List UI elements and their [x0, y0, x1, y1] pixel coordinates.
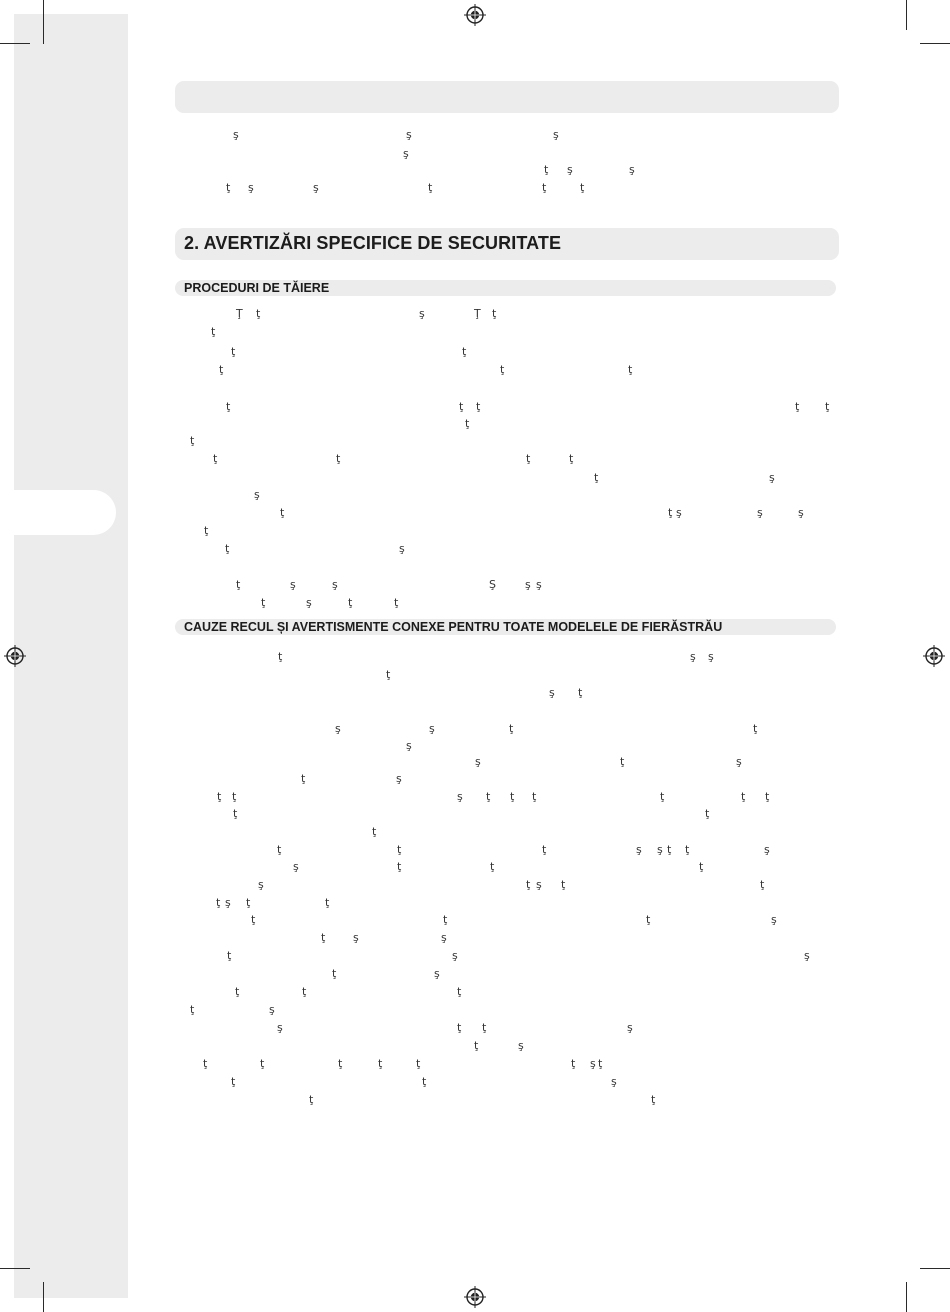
body-glyph: Ţ: [236, 307, 243, 320]
body-glyph: ţ: [277, 843, 282, 856]
body-glyph: ţ: [660, 790, 665, 803]
body-glyph: ş: [549, 686, 555, 699]
header-band: [175, 81, 839, 113]
subsection-label: CAUZE RECUL ȘI AVERTISMENTE CONEXE PENTRU TOATE MODELELE DE FIERĂSTRĂU: [184, 620, 723, 634]
body-glyph: ş: [225, 896, 231, 909]
body-glyph: ţ: [372, 825, 377, 838]
crop-mark: [920, 1268, 950, 1269]
body-glyph: ş: [590, 1057, 596, 1070]
body-glyph: ţ: [246, 896, 251, 909]
body-glyph: ş: [452, 949, 458, 962]
body-glyph: ş: [525, 578, 531, 591]
body-glyph: ţ: [476, 400, 481, 413]
body-glyph: ţ: [492, 307, 497, 320]
body-glyph: ş: [406, 128, 412, 141]
body-glyph: ţ: [457, 1021, 462, 1034]
body-glyph: ţ: [526, 878, 531, 891]
body-glyph: ş: [258, 878, 264, 891]
body-glyph: ţ: [510, 790, 515, 803]
section-title-band: [175, 228, 839, 260]
body-glyph: ş: [629, 163, 635, 176]
body-glyph: ţ: [459, 400, 464, 413]
body-glyph: ş: [419, 307, 425, 320]
body-glyph: ş: [708, 650, 714, 663]
body-glyph: ţ: [443, 913, 448, 926]
body-glyph: ţ: [235, 985, 240, 998]
body-glyph: ţ: [261, 596, 266, 609]
body-glyph: ş: [475, 755, 481, 768]
body-glyph: ţ: [394, 596, 399, 609]
body-glyph: ţ: [457, 985, 462, 998]
body-glyph: ţ: [348, 596, 353, 609]
body-glyph: ţ: [256, 307, 261, 320]
body-glyph: ţ: [416, 1057, 421, 1070]
crop-mark: [43, 1282, 44, 1312]
body-glyph: ţ: [598, 1057, 603, 1070]
body-glyph: ş: [293, 860, 299, 873]
body-glyph: ţ: [233, 807, 238, 820]
body-glyph: ţ: [668, 506, 673, 519]
body-glyph: Ţ: [474, 307, 481, 320]
body-glyph: ţ: [386, 668, 391, 681]
body-glyph: ş: [406, 739, 412, 752]
subsection-label: PROCEDURI DE TĂIERE: [184, 281, 330, 295]
body-glyph: ţ: [397, 860, 402, 873]
body-glyph: ţ: [699, 860, 704, 873]
registration-mark-icon: [464, 1286, 486, 1308]
body-glyph: ş: [611, 1075, 617, 1088]
body-glyph: ţ: [226, 181, 231, 194]
body-glyph: ş: [764, 843, 770, 856]
body-glyph: ţ: [526, 452, 531, 465]
body-glyph: ş: [233, 128, 239, 141]
body-glyph: ş: [399, 542, 405, 555]
body-glyph: ş: [804, 949, 810, 962]
body-glyph: ş: [536, 878, 542, 891]
body-glyph: ş: [627, 1021, 633, 1034]
body-glyph: ţ: [225, 542, 230, 555]
body-glyph: ş: [690, 650, 696, 663]
body-glyph: ţ: [561, 878, 566, 891]
section-title: 2. AVERTIZĂRI SPECIFICE DE SECURITATE: [184, 233, 562, 253]
body-glyph: ţ: [302, 985, 307, 998]
body-glyph: ţ: [260, 1057, 265, 1070]
body-glyph: ţ: [190, 434, 195, 447]
body-glyph: ţ: [765, 790, 770, 803]
body-glyph: ş: [757, 506, 763, 519]
body-glyph: ţ: [569, 452, 574, 465]
body-glyph: ţ: [795, 400, 800, 413]
body-glyph: ţ: [226, 400, 231, 413]
crop-mark: [43, 0, 44, 44]
body-glyph: ţ: [301, 772, 306, 785]
body-glyph: ş: [248, 181, 254, 194]
body-glyph: ţ: [219, 363, 224, 376]
body-glyph: ţ: [500, 363, 505, 376]
body-glyph: ţ: [422, 1075, 427, 1088]
body-glyph: ţ: [227, 949, 232, 962]
crop-mark: [0, 1268, 30, 1269]
registration-mark-icon: [4, 645, 26, 667]
body-glyph: ş: [429, 722, 435, 735]
body-glyph: ţ: [685, 843, 690, 856]
body-glyph: ş: [771, 913, 777, 926]
body-glyph: ţ: [620, 755, 625, 768]
body-glyph: ţ: [231, 1075, 236, 1088]
body-glyph: ş: [396, 772, 402, 785]
body-glyph: ş: [313, 181, 319, 194]
body-glyph: ş: [457, 790, 463, 803]
body-glyph: ş: [536, 578, 542, 591]
body-glyph: ţ: [278, 650, 283, 663]
body-glyph: ş: [353, 931, 359, 944]
body-glyph: ş: [269, 1003, 275, 1016]
body-glyph: ş: [277, 1021, 283, 1034]
body-glyph: ş: [403, 147, 409, 160]
body-glyph: ţ: [490, 860, 495, 873]
body-glyph: ţ: [667, 843, 672, 856]
body-glyph: ş: [636, 843, 642, 856]
body-glyph: ş: [518, 1039, 524, 1052]
body-glyph: ţ: [825, 400, 830, 413]
body-glyph: ş: [335, 722, 341, 735]
body-glyph: ş: [567, 163, 573, 176]
body-glyph: ţ: [760, 878, 765, 891]
body-glyph: ţ: [465, 417, 470, 430]
registration-mark-icon: [923, 645, 945, 667]
body-glyph: ţ: [397, 843, 402, 856]
body-glyph: ţ: [753, 722, 758, 735]
body-glyph: ţ: [705, 807, 710, 820]
body-glyph: ţ: [646, 913, 651, 926]
body-glyph: ş: [332, 578, 338, 591]
body-glyph: Ş: [489, 578, 496, 591]
body-glyph: ş: [657, 843, 663, 856]
body-glyph: ş: [736, 755, 742, 768]
body-glyph: ş: [434, 967, 440, 980]
body-glyph: ş: [553, 128, 559, 141]
body-glyph: ţ: [213, 452, 218, 465]
body-glyph: ţ: [542, 181, 547, 194]
side-tab: [14, 490, 116, 535]
body-glyph: ţ: [204, 524, 209, 537]
body-glyph: ţ: [462, 345, 467, 358]
body-glyph: ţ: [580, 181, 585, 194]
body-glyph: ţ: [321, 931, 326, 944]
body-glyph: ţ: [203, 1057, 208, 1070]
body-glyph: ţ: [190, 1003, 195, 1016]
body-glyph: ş: [676, 506, 682, 519]
body-glyph: ţ: [571, 1057, 576, 1070]
side-strip: [14, 14, 128, 1298]
body-glyph: ţ: [338, 1057, 343, 1070]
body-glyph: ţ: [578, 686, 583, 699]
body-glyph: ţ: [251, 913, 256, 926]
body-glyph: ţ: [332, 967, 337, 980]
body-glyph: ş: [290, 578, 296, 591]
crop-mark: [0, 43, 30, 44]
crop-mark: [906, 1282, 907, 1312]
body-glyph: ţ: [532, 790, 537, 803]
body-glyph: ţ: [741, 790, 746, 803]
body-glyph: ţ: [544, 163, 549, 176]
crop-mark: [920, 43, 950, 44]
body-glyph: ţ: [482, 1021, 487, 1034]
body-glyph: ş: [798, 506, 804, 519]
body-glyph: ţ: [474, 1039, 479, 1052]
body-glyph: ţ: [216, 896, 221, 909]
body-glyph: ş: [306, 596, 312, 609]
subsection-heading-cutting: [175, 280, 836, 296]
body-glyph: ţ: [236, 578, 241, 591]
body-glyph: ş: [441, 931, 447, 944]
body-glyph: ţ: [211, 325, 216, 338]
body-glyph: ţ: [231, 345, 236, 358]
body-glyph: ţ: [217, 790, 222, 803]
body-glyph: ţ: [628, 363, 633, 376]
body-glyph: ţ: [325, 896, 330, 909]
body-glyph: ş: [254, 488, 260, 501]
crop-mark: [906, 0, 907, 30]
body-glyph: ţ: [309, 1093, 314, 1106]
registration-mark-icon: [464, 4, 486, 26]
body-glyph: ţ: [280, 506, 285, 519]
body-glyph: ţ: [651, 1093, 656, 1106]
subsection-heading-kickback: [175, 619, 836, 635]
body-glyph: ţ: [509, 722, 514, 735]
body-glyph: ţ: [232, 790, 237, 803]
body-glyph: ş: [769, 471, 775, 484]
body-glyph: ţ: [428, 181, 433, 194]
body-glyph: ţ: [542, 843, 547, 856]
body-glyph: ţ: [378, 1057, 383, 1070]
body-glyph: ţ: [486, 790, 491, 803]
body-glyph: ţ: [336, 452, 341, 465]
body-glyph: ţ: [594, 471, 599, 484]
